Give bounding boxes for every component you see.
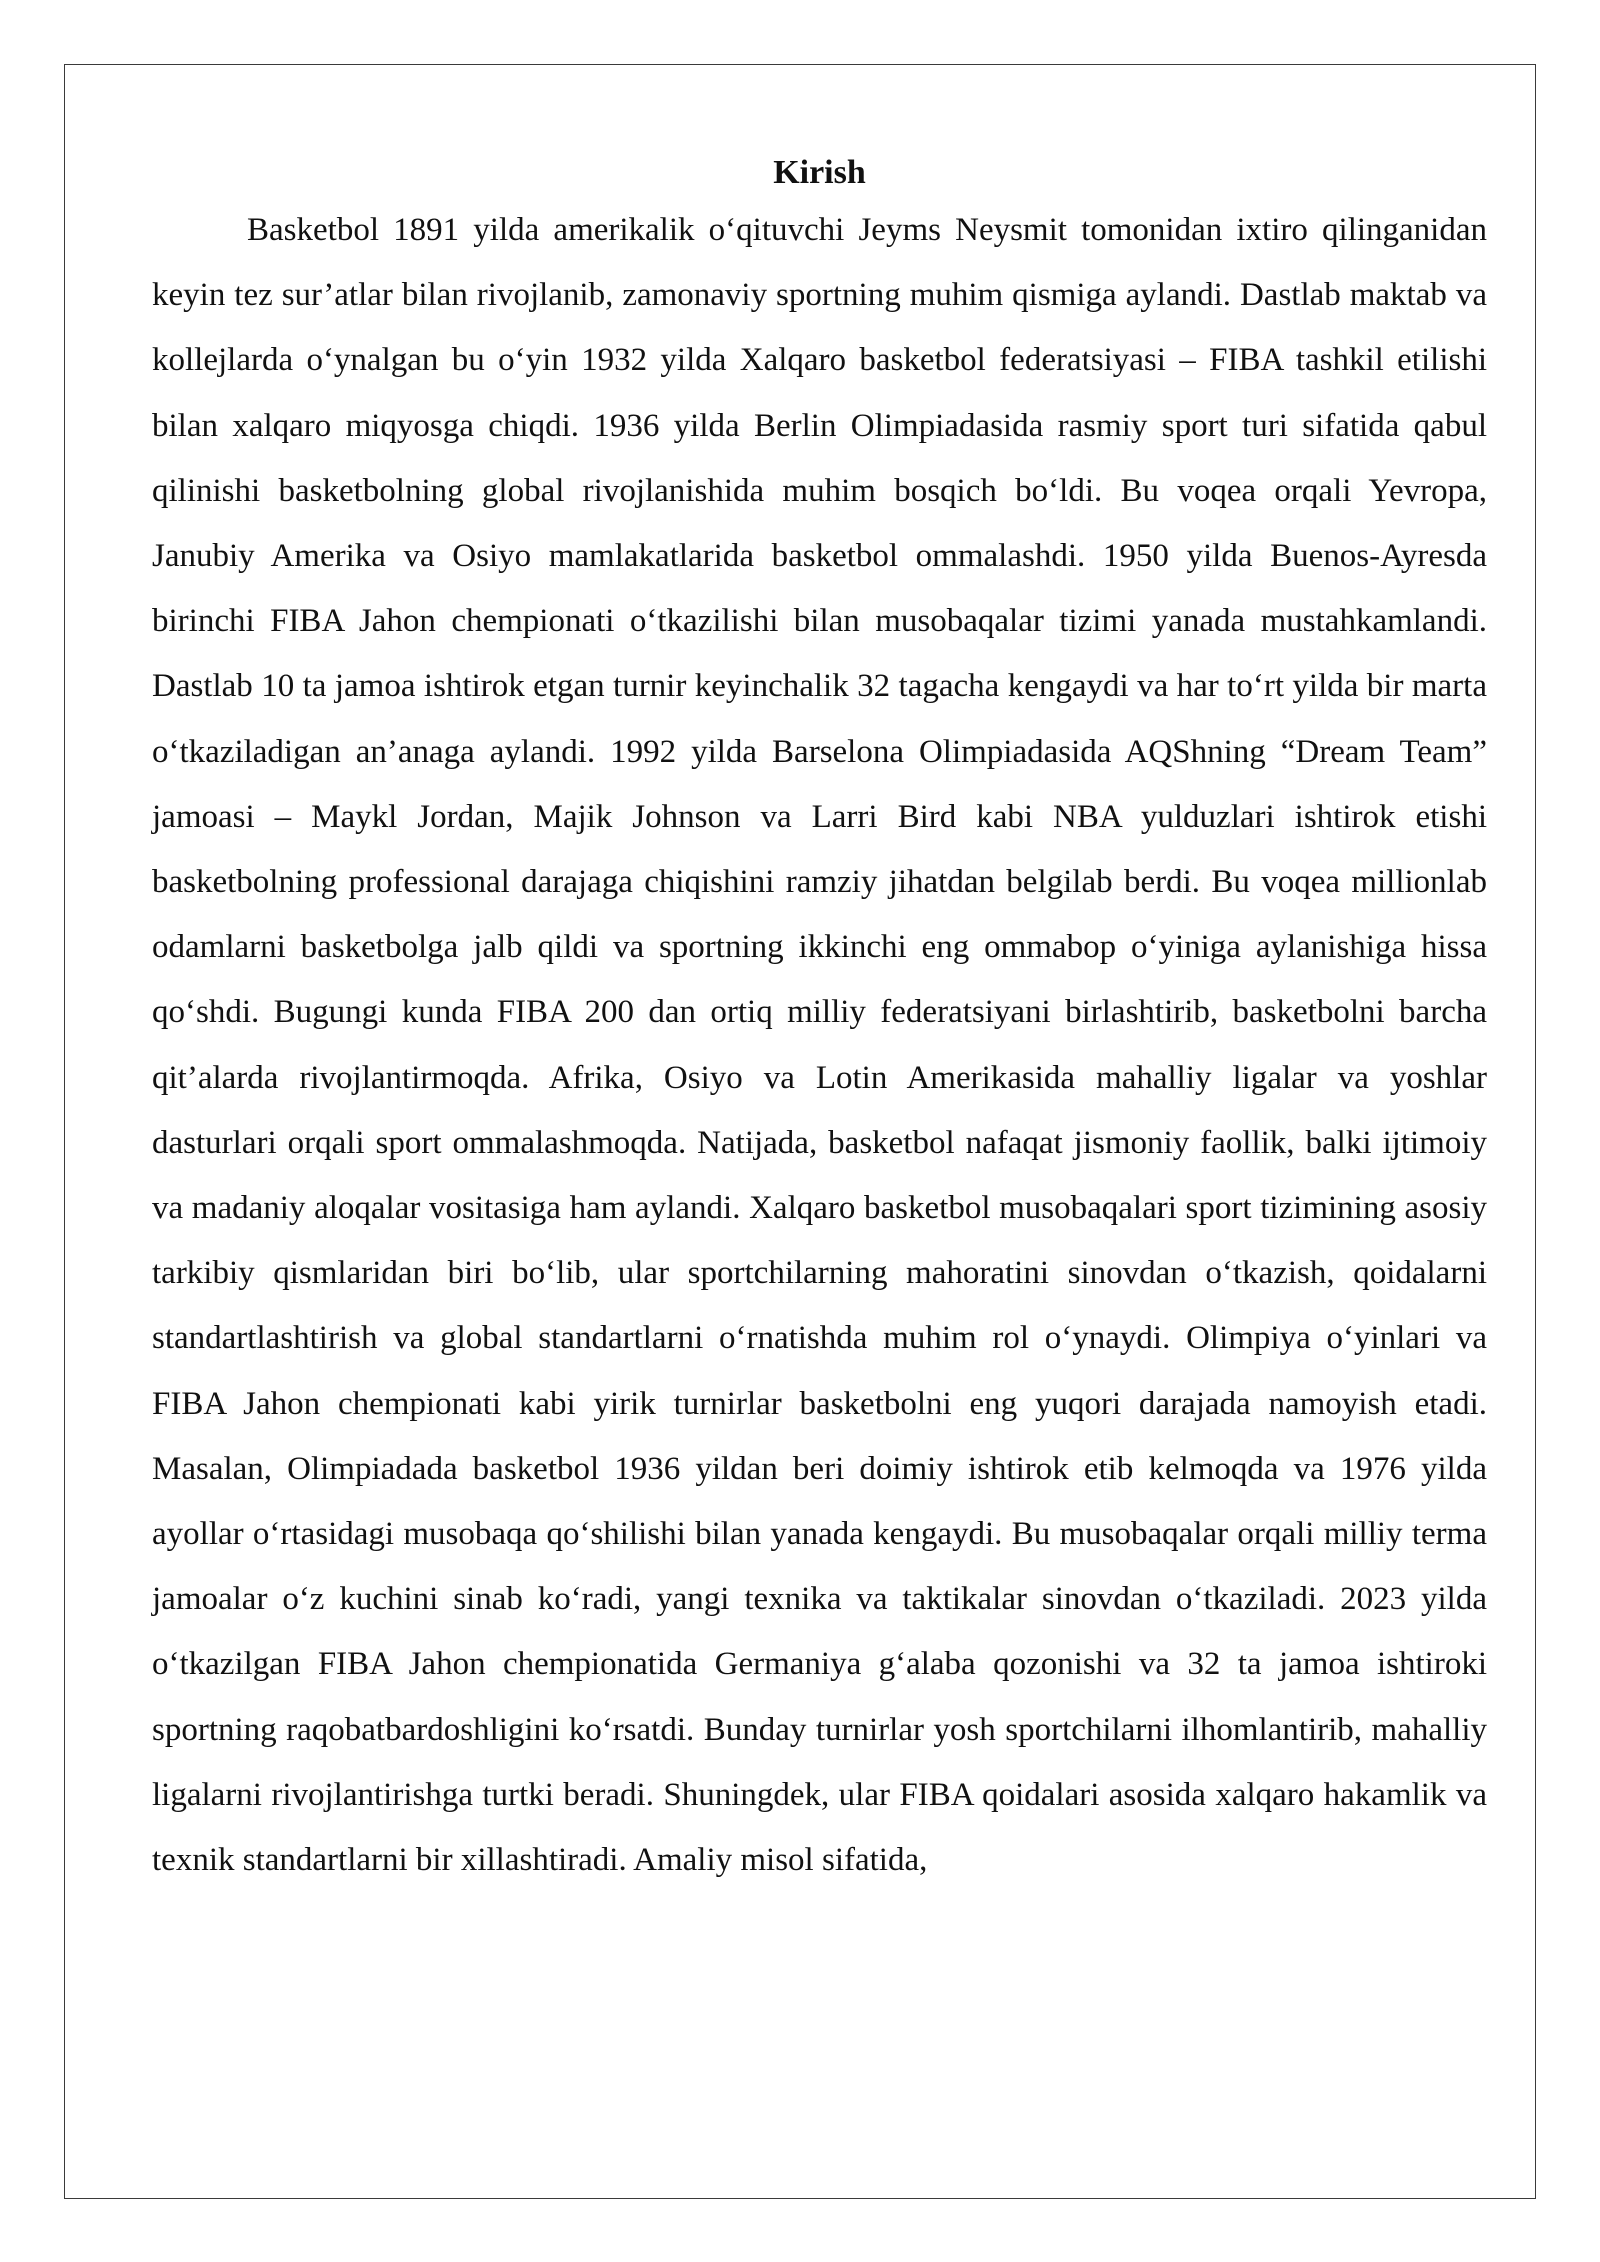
document-body <box>152 148 1487 1893</box>
body-paragraph: Basketbol 1891 yilda amerikalik o‘qituvchi Jeyms Neysmit tomonidan ixtiro qilinganidan keyin tez sur’atlar bilan rivojlanib, zamonaviy sportning muhim qismiga aylandi. Dastlab maktab va kollejlarda o‘ynalgan bu o‘yin 1932 yilda Xalqaro basketbol federatsiyasi – FIBA tashkil etilishi bilan xalqaro miqyosga chiqdi. 1936 yilda Berlin Olimpiadasida rasmiy sport turi sifatida qabul qilinishi basketbolning global rivojlanishida muhim bosqich bo‘ldi. Bu voqea orqali Yevropa, Janubiy Amerika va Osiyo mamlakatlarida basketbol ommalashdi. 1950 yilda Buenos-Ayresda birinchi FIBA Jahon chempionati o‘tkazilishi bilan musobaqalar tizimi yanada mustahkamlandi. Dastlab 10 ta jamoa ishtirok etgan turnir keyinchalik 32 tagacha kengaydi va har to‘rt yilda bir marta o‘tkaziladigan an’anaga aylandi. 1992 yilda Barselona Olimpiadasida AQShning “Dream Team” jamoasi – Maykl Jordan, Majik Johnson va Larri Bird kabi NBA yulduzlari ishtirok etishi basketbolning professional darajaga chiqishini ramziy jihatdan belgilab berdi. Bu voqea millionlab odamlarni basketbolga jalb qildi va sportning ikkinchi eng ommabop o‘yiniga aylanishiga hissa qo‘shdi. Bugungi kunda FIBA 200 dan ortiq milliy federatsiyani birlashtirib, basketbolni barcha qit’alarda rivojlantirmoqda. Afrika, Osiyo va Lotin Amerikasida mahalliy ligalar va yoshlar dasturlari orqali sport ommalashmoqda. Natijada, basketbol nafaqat jismoniy faollik, balki ijtimoiy va madaniy aloqalar vositasiga ham aylandi. Xalqaro basketbol musobaqalari sport tizimining asosiy tarkibiy qismlaridan biri bo‘lib, ular sportchilarning mahoratini sinovdan o‘tkazish, qoidalarni standartlashtirish va global standartlarni o‘rnatishda muhim rol o‘ynaydi. Olimpiya o‘yinlari va FIBA Jahon chempionati kabi yirik turnirlar basketbolni eng yuqori darajada namoyish etadi. Masalan, Olimpiadada basketbol 1936 yildan beri doimiy ishtirok etib kelmoqda va 1976 yilda ayollar o‘rtasidagi musobaqa qo‘shilishi bilan yanada kengaydi. Bu musobaqalar orqali milliy terma jamoalar o‘z kuchini sinab ko‘radi, yangi texnika va taktikalar sinovdan o‘tkaziladi. 2023 yilda o‘tkazilgan FIBA Jahon chempionatida Germaniya g‘alaba qozonishi va 32 ta jamoa ishtiroki sportning raqobatbardoshligini ko‘rsatdi. Bunday turnirlar yosh sportchilarni ilhomlantirib, mahalliy ligalarni rivojlantirishga turtki beradi. Shuningdek, ular FIBA qoidalari asosida xalqaro hakamlik va texnik standartlarni bir xillashtiradi. Amaliy misol sifatida, <box>152 212 1487 1879</box>
document-title: Kirish <box>773 154 866 191</box>
